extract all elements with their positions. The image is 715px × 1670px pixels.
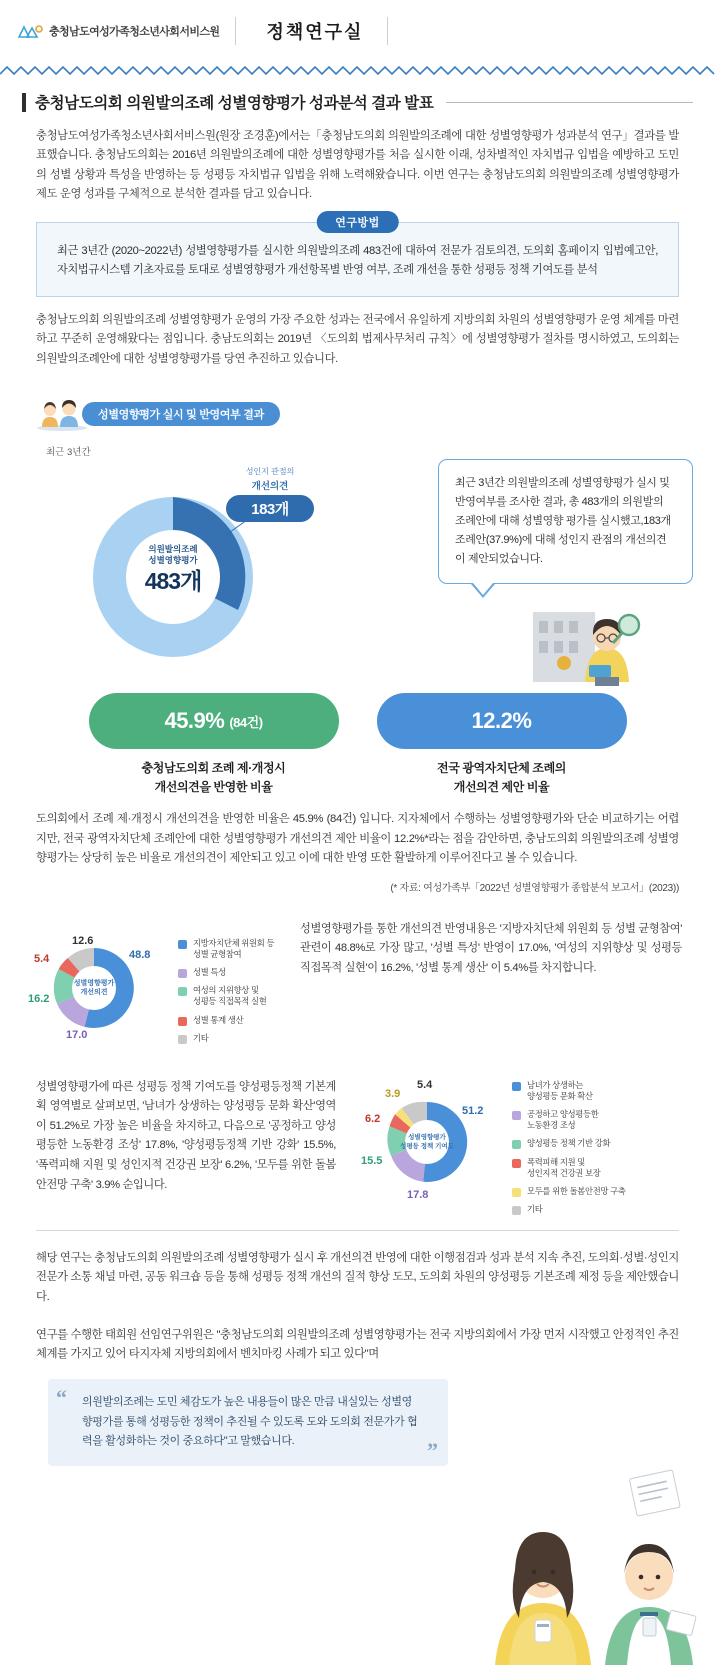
svg-text:16.2: 16.2 <box>28 992 50 1005</box>
legend-item <box>178 985 274 1007</box>
zigzag-divider <box>0 62 715 71</box>
svg-text:성별영향평가: 성별영향평가 <box>73 979 115 987</box>
closing-paragraph-2: 연구를 수행한 태희원 선임연구위원은 "충청남도의회 의원발의조례 성별영향평가는 전국 지방의회에서 가장 먼저 시작했고 안정적인 추진 체계를 가지고 있어 타지자체 지방의회에서 벤치마킹 사례가 되고 있다"며 <box>36 1328 679 1361</box>
highlight-suffix-1: (84건) <box>229 714 263 730</box>
pie-legend-improvement <box>178 938 274 1051</box>
title-accent-bar <box>22 93 26 112</box>
two-researchers-illustration <box>465 1460 715 1670</box>
quote-text: 의원발의조례는 도민 체감도가 높은 내용들이 많은 만큼 내실있는 성별영향평가를 통해 성평등한 정책이 추진될 수 있도록 도와 도의회 전문가가 협력을 활성화하는 것이 중요하다"고 말했습니다. <box>48 1379 448 1466</box>
page-title-row <box>22 91 693 113</box>
legend-swatch <box>512 1111 521 1120</box>
quote-section <box>48 1379 448 1466</box>
legend-item <box>512 1186 626 1197</box>
org-logo <box>18 23 219 39</box>
two-people-icon <box>36 397 88 431</box>
highlight-card-2 <box>377 693 627 796</box>
legend-swatch <box>512 1188 521 1197</box>
legend-item <box>512 1157 626 1179</box>
legend-item <box>178 1015 274 1026</box>
legend-label: 여성의 지위향상 및 성평등 직접목적 실현 <box>193 985 267 1007</box>
legend-item <box>178 967 274 978</box>
legend-label: 성별 통계 생산 <box>193 1014 244 1025</box>
pie-section-contribution <box>0 1070 715 1215</box>
legend-label: 남녀가 상생하는 양성평등 문화 확산 <box>527 1079 593 1101</box>
paragraph-2: 충청남도의회 의원발의조례 성별영향평가 운영의 가장 주요한 성과는 전국에서 유일하게 지방의회 차원의 성별영향평가 운영 체계를 마련하고 꾸준히 운영해왔다는 점입니다. 충남도의회는 2019년 〈도의회 법제사무처리 규칙〉에 성별영향평가 절차를 명시하였고, 도의회는 의원발의조례안에 대한 성별영향평가를 당연 추진하고 있습니다. <box>36 313 679 365</box>
highlight-card-1 <box>89 693 339 796</box>
page-header <box>0 0 715 62</box>
svg-text:12.6: 12.6 <box>72 934 94 947</box>
donut-center-value: 483개 <box>144 568 202 595</box>
legend-item <box>178 1033 274 1044</box>
legend-label: 지방자치단체 위원회 등 성별 균형참여 <box>193 937 275 959</box>
svg-text:성별영향평가: 성별영향평가 <box>408 1133 446 1141</box>
legend-item <box>512 1204 626 1215</box>
svg-text:48.8: 48.8 <box>129 948 151 961</box>
legend-item <box>512 1080 626 1102</box>
legend-swatch <box>178 987 187 996</box>
highlight-bubble-2 <box>377 693 627 749</box>
person-with-magnifier-illustration <box>533 577 653 687</box>
section-divider <box>36 1230 679 1231</box>
highlight-value-1: 45.9% <box>164 708 225 734</box>
legend-swatch <box>512 1159 521 1168</box>
svg-text:15.5: 15.5 <box>361 1154 383 1167</box>
source-note: (* 자료: 여성가족부「2022년 성별영향평가 종합분석 보고서」(2023)) <box>390 882 679 894</box>
header-divider-2 <box>387 17 388 45</box>
legend-item <box>178 938 274 960</box>
svg-text:17.8: 17.8 <box>407 1188 429 1201</box>
svg-text:5.4: 5.4 <box>417 1078 433 1091</box>
callout-value: 183개 <box>226 495 314 522</box>
svg-text:17.0: 17.0 <box>66 1028 88 1041</box>
title-rule <box>446 102 693 103</box>
legend-label: 성별 특성 <box>193 966 226 977</box>
legend-swatch <box>512 1082 521 1091</box>
method-body: 최근 3년간 (2020~2022년) 성별영향평가를 실시한 의원발의조례 483건에 대하여 전문가 검토의견, 도의회 홈페이지 입법예고안, 자치법규시스템 기초자료를 토대로 성별영향평가 개선항목별 반영 여부, 조례 개선을 통한 성평등 정책 기여도를 분석 <box>36 222 679 297</box>
paragraph-middle: 도의회에서 조례 제·개정시 개선의견을 반영한 비율은 45.9% (84건) 입니다. 지자체에서 수행하는 성별영향평가와 단순 비교하기는 어렵지만, 전국 광역자치단체 조례안에 대한 성별영향평가 개선의견 제안 비율이 12.2%*라는 점을 감안하면, 충남도의회 의원발의조례 성별영향평가는 상당히 높은 비율로 개선의견이 제안되고 있고 이에 대한 반영 또한 활발하게 이루어진다고 볼 수 있습니다. <box>36 813 679 865</box>
legend-label: 기타 <box>193 1032 209 1043</box>
donut-callout <box>215 467 325 521</box>
legend-label: 폭력피해 지원 및 성인지적 건강권 보장 <box>527 1156 601 1178</box>
svg-text:개선의견: 개선의견 <box>80 988 108 996</box>
donut-note: 최근 3년간 <box>46 447 91 459</box>
highlight-value-2: 12.2% <box>471 708 532 734</box>
legend-swatch <box>178 1035 187 1044</box>
method-section <box>36 216 679 297</box>
intro-paragraph: 충청남도여성가족청소년사회서비스원(원장 조경훈)에서는「충청남도의회 의원발의조례에 대한 성별영향평가 성과분석 연구」결과를 발표했습니다. 충청남도의회는 2016년 의원발의조례에 대한 성별영향평가를 처음 실시한 이래, 성차별적인 자치법규 입법을 예방하고 도민의 성별 상황과 특성을 반영하는 등 성평등 자치법규 입법을 위해 노력해왔습니다. 이번 연구는 충청남도의회 의원발의조례 성별영향평가 제도 운영 성과를 구체적으로 분석한 결과를 담고 있습니다. <box>36 130 679 201</box>
legend-item <box>512 1109 626 1131</box>
legend-swatch <box>178 940 187 949</box>
legend-label: 공정하고 양성평등한 노동환경 조성 <box>527 1108 599 1131</box>
callout-line2: 개선의견 <box>251 480 289 492</box>
legend-item <box>512 1138 626 1149</box>
svg-text:성평등 정책 기여도: 성평등 정책 기여도 <box>400 1142 454 1150</box>
method-label: 연구방법 <box>316 211 399 233</box>
svg-text:6.2: 6.2 <box>365 1112 381 1125</box>
legend-swatch <box>512 1206 521 1215</box>
donut-speech-bubble: 최근 3년간 의원발의조례 성별영향평가 실시 및 반영여부를 조사한 결과, 총 483개의 의원발의 조례안에 대해 성별영향 평가를 실시했고,183개 조례안(37.9%)에 대해 성인지 관점의 개선의견이 제안되었습니다. <box>438 459 693 584</box>
pie-improvement-text: 성별영향평가를 통한 개선의견 반영내용은 '지방자치단체 위원회 등 성별 균형참여' 관련이 48.8%로 가장 많고, '성별 특성' 반영이 17.0%, '여성의 지위향상 및 성평등 직접목적 실현'이 16.2%, '성별 통계 생산' 이 5.4%를 차지합니다. <box>300 922 682 974</box>
pie-chart-improvement <box>22 920 172 1048</box>
org-name: 충청남도여성가족청소년사회서비스원 <box>49 26 220 38</box>
legend-label: 모두를 위한 돌봄안전망 구축 <box>527 1185 626 1196</box>
svg-text:3.9: 3.9 <box>385 1087 401 1100</box>
quote-close-icon: ” <box>427 1438 438 1464</box>
donut-banner-label: 성별영향평가 실시 및 반영여부 결과 <box>82 402 280 426</box>
callout-line1: 성인지 관점의 <box>245 467 295 477</box>
quote-open-icon: “ <box>56 1384 67 1410</box>
svg-text:5.4: 5.4 <box>34 952 50 965</box>
closing-paragraph-1: 해당 연구는 충청남도의회 의원발의조례 성별영향평가 실시 후 개선의견 반영에 대한 이행점검과 성과 분석 지속 추진, 도의회·성별·성인지 전문가 소통 채널 마련, 공동 워크숍 등을 통해 성평등 정책 개선의 질적 향상 도모, 도의회 차원의 양성평등 기본조례 제정 등을 제안했습니다. <box>36 1251 679 1303</box>
legend-swatch <box>512 1140 521 1149</box>
pie-contribution-text: 성별영향평가에 따른 성평등 정책 기여도를 양성평등정책 기본계획 영역별로 살펴보면, '남녀가 상생하는 양성평등 문화 확산'영역이 51.2%로 가장 높은 비율을 차지하고, 다음으로 '공정하고 양성평등한 노동환경 조성' 17.8%, '양성평등정책 기반 강화' 15.5%, '폭력피해 지원 및 성인지적 건강권 보장' 6.2%, '모두를 위한 돌봄 안전망 구축' 3.9% 순입니다. <box>36 1080 336 1191</box>
section-title: 정책연구실 <box>266 22 364 42</box>
highlight-caption-2: 전국 광역자치단체 조례의 개선의견 제안 비율 <box>437 761 566 794</box>
header-divider <box>235 17 236 45</box>
legend-swatch <box>178 969 187 978</box>
pie-legend-contribution <box>512 1080 626 1223</box>
donut-chart <box>30 449 330 664</box>
highlight-caption-1: 충청남도의회 조례 제·개정시 개선의견을 반영한 비율 <box>141 761 286 794</box>
donut-banner <box>36 397 280 431</box>
legend-label: 기타 <box>527 1204 543 1215</box>
legend-swatch <box>178 1017 187 1026</box>
pie-chart-contribution <box>355 1070 505 1206</box>
highlight-bubbles <box>0 693 715 796</box>
donut-center-label: 의원발의조례 성별영향평가 <box>148 544 198 566</box>
legend-label: 양성평등 정책 기반 강화 <box>527 1138 611 1149</box>
donut-section <box>0 387 715 687</box>
page-title: 충청남도의회 의원발의조례 성별영향평가 성과분석 결과 발표 <box>35 95 434 112</box>
highlight-bubble-1 <box>89 693 339 749</box>
mountain-logo-icon <box>18 23 44 39</box>
pie-section-improvement <box>0 920 715 1048</box>
svg-text:51.2: 51.2 <box>462 1104 484 1117</box>
